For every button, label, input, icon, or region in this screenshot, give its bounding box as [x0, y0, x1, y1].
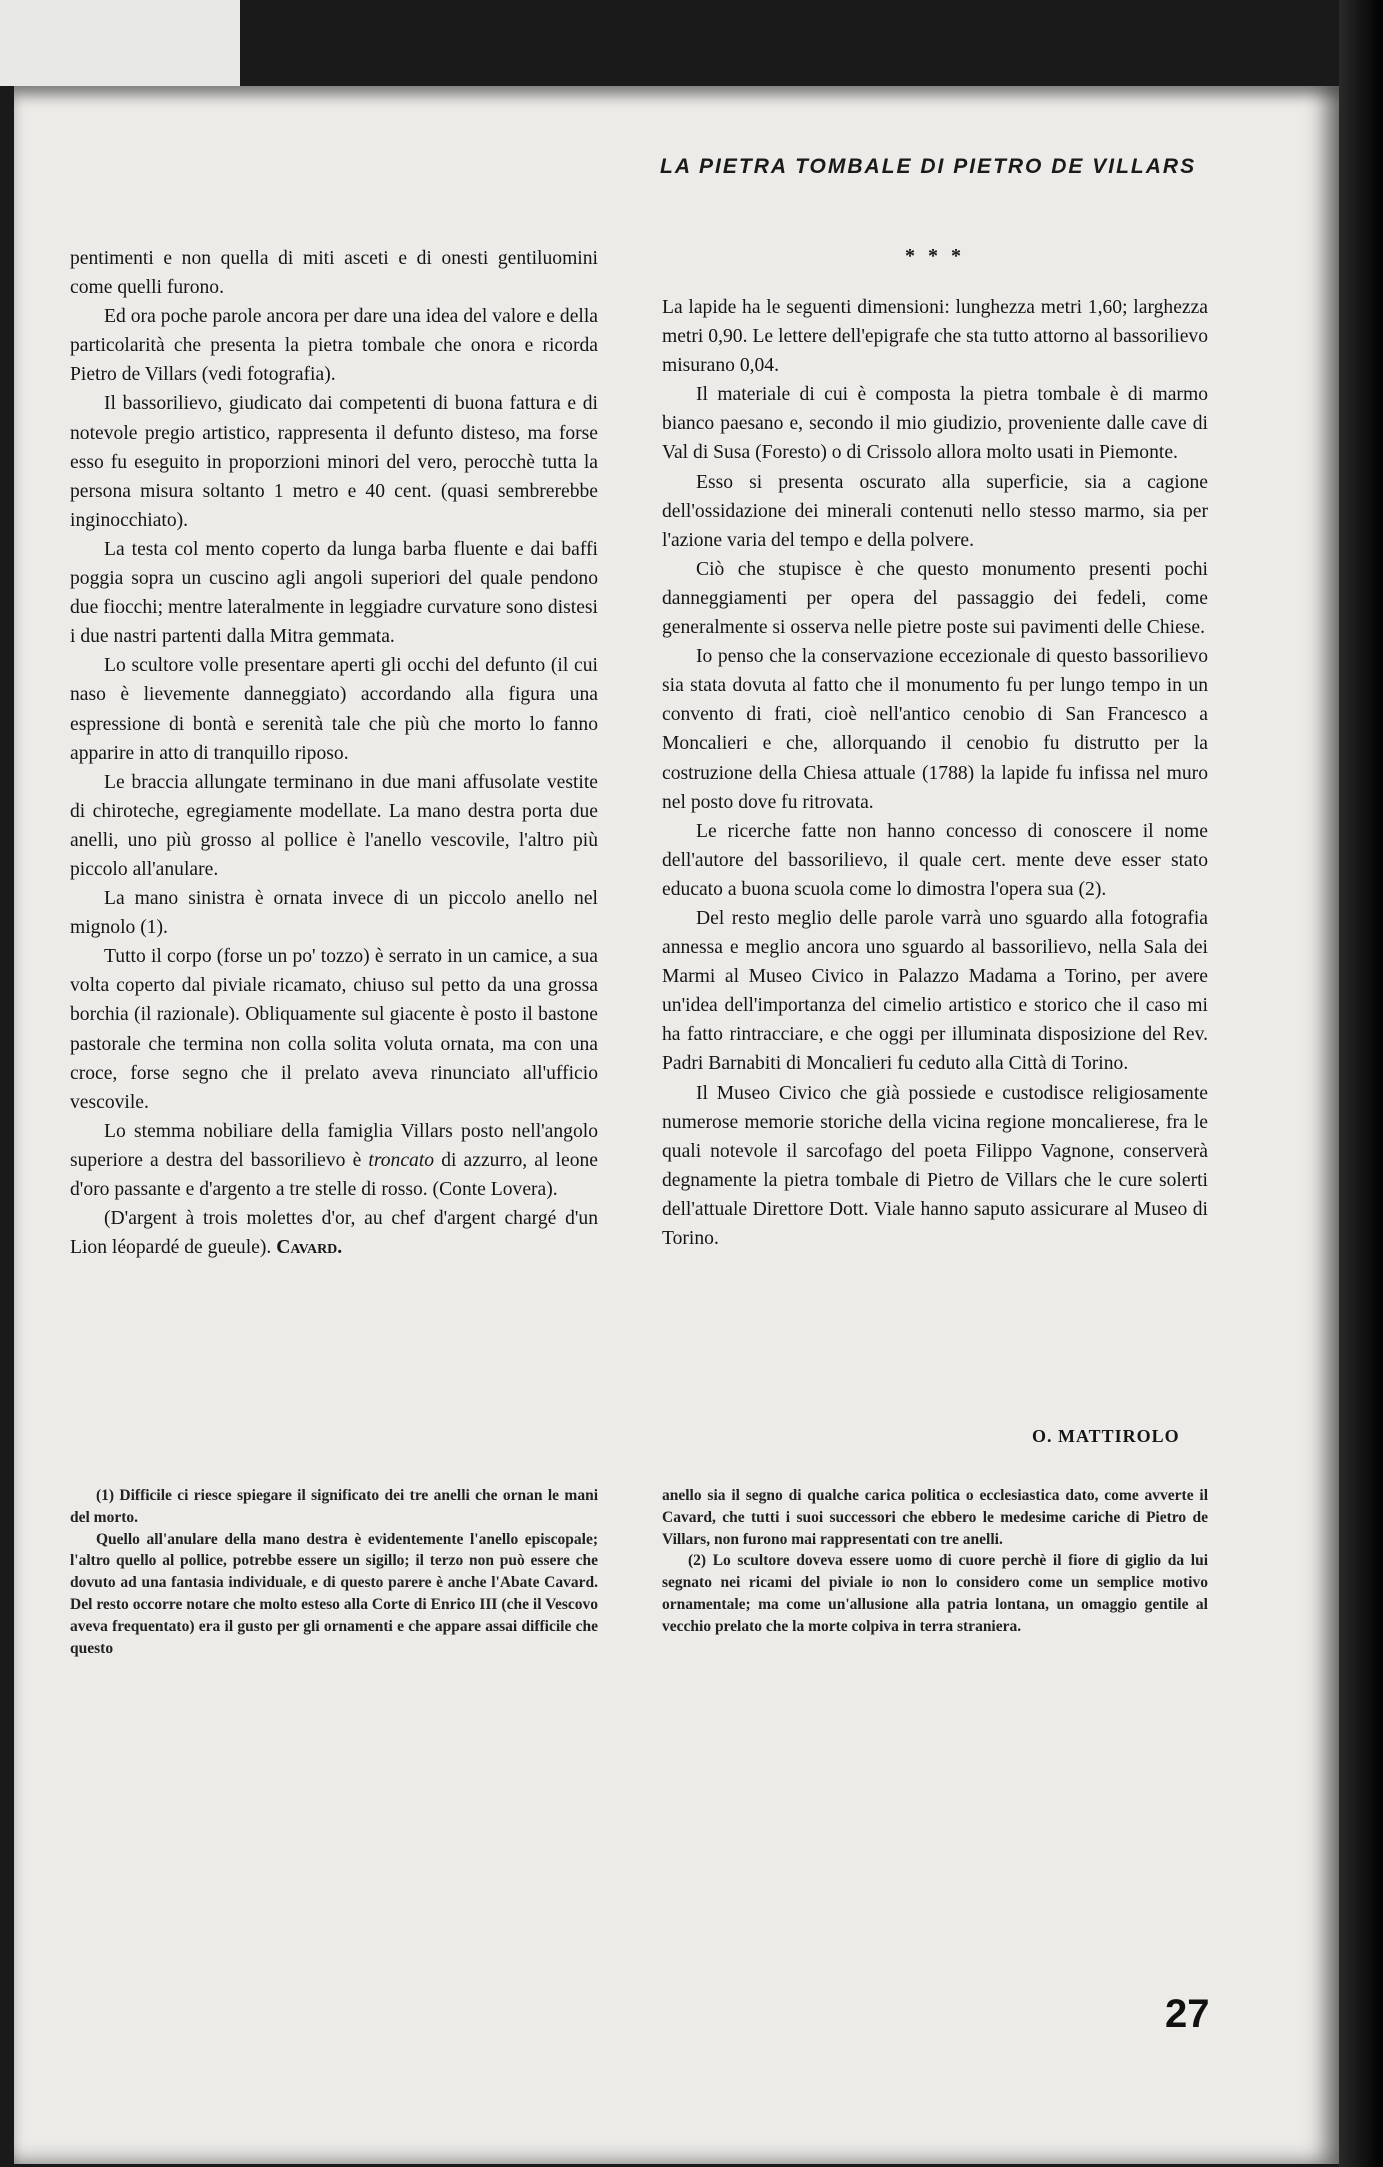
paragraph: [70, 1204, 598, 1262]
paragraph: Ed ora poche parole ancora per dare una idea del valore e della particolarità che presenta la pietra tombale che onora e ricorda Pietro de Villars (vedi fotografia).: [70, 306, 598, 386]
paragraph: Il bassorilievo, giudicato dai competenti di buona fattura e di notevole pregio artistico, rappresenta il defunto disteso, ma forse esso fu eseguito in proporzioni minori del vero, perocchè tutta la persona misura soltanto 1 metro e 40 cent. (quasi sembrerebbe inginocchiato).: [70, 393, 598, 531]
italic-term: troncato: [368, 1149, 435, 1171]
paragraph: [70, 1117, 598, 1204]
left-column: [70, 244, 598, 1262]
footnote: (2) Lo scultore doveva essere uomo di cuore perchè il fiore di giglio da lui segnato nei ricami del piviale io non lo considero come un semplice motivo ornamentale; ma come un'allusione alla patria lontana, un omaggio gentile al vecchio prelato che la morte colpiva in terra straniera.: [662, 1552, 1208, 1635]
paragraph: Ciò che stupisce è che questo monumento presenti pochi danneggiamenti per opera del passaggio dei fedeli, come generalmente si osserva nelle pietre poste sui pavimenti delle Chiese.: [662, 558, 1208, 639]
paragraph: Il Museo Civico che già possiede e custodisce religiosamente numerose memorie storiche della vicina regione moncalierese, fra le quali notevole il sarcofago del poeta Filippo Vagnone, conserverà degnamente la pietra tombale di Pietro de Villars che le cure solerti dell'attuale Direttore Dott. Viale hanno saputo assicurare al Museo di Torino.: [662, 1082, 1208, 1249]
text-run: (D'argent à trois molettes d'or, au chef d'argent chargé d'un Lion léopardé de gueule).: [70, 1208, 598, 1259]
author-signature: O. MATTIROLO: [1032, 1426, 1180, 1446]
running-title: LA PIETRA TOMBALE DI PIETRO DE VILLARS: [660, 155, 1197, 178]
paragraph: Lo scultore volle presentare aperti gli occhi del defunto (il cui naso è lievemente danneggiato) accordando alla figura una espressione di bontà e serenità tale che più che morto lo fanno apparire in atto di tranquillo riposo.: [70, 655, 598, 764]
section-asterism: * * *: [905, 245, 965, 267]
paragraph: Le ricerche fatte non hanno concesso di conoscere il nome dell'autore del bassorilievo, il quale cert. mente deve esser stato educato a buona scuola come lo dimostra l'opera sua (2).: [662, 820, 1208, 900]
paragraph: pentimenti e non quella di miti asceti e di onesti gentiluomini come quelli furono.: [70, 248, 598, 299]
text-run: Lo stemma nobiliare della famiglia Villars posto nell'angolo superiore a destra del bassorilievo è: [70, 1120, 598, 1171]
paragraph: Il materiale di cui è composta la pietra tombale è di marmo bianco paesano e, secondo il mio giudizio, proveniente dalle cave di Val di Susa (Foresto) o di Crissolo allora molto usati in Piemonte.: [662, 384, 1208, 464]
right-column: [662, 293, 1208, 1253]
paragraph: Tutto il corpo (forse un po' tozzo) è serrato in un camice, a sua volta coperto dal piviale ricamato, chiuso sul petto da una grossa borchia (il razionale). Obliquamente sul giacente è posto il bastone pastorale che termina non colla solita voluta ornata, ma con una croce, forse segno che il prelato aveva rinunciato all'ufficio vescovile.: [70, 946, 598, 1113]
footnotes-left: [70, 1485, 598, 1659]
paragraph: La mano sinistra è ornata invece di un piccolo anello nel mignolo (1).: [70, 888, 598, 939]
footnote: Quello all'anulare della mano destra è evidentemente l'anello episcopale; l'altro quello al pollice, potrebbe essere un sigillo; il terzo non può essere che dovuto ad una fantasia individuale, e di questo parere è anche l'Abate Cavard. Del resto occorre notare che molto esteso alla Corte di Enrico III (che il Vescovo aveva frequentato) era il gusto per gli ornamenti e che appare assai difficile che questo: [70, 1530, 598, 1657]
page-number: 27: [1165, 1992, 1210, 2036]
scan-right-edge: [1339, 0, 1383, 2167]
footnote: anello sia il segno di qualche carica politica o ecclesiastica dato, come avverte il Cavard, che tutti i suoi successori che ebbero le medesime cariche di Pietro de Villars, non furono mai rappresentati con tre anelli.: [662, 1487, 1208, 1548]
footnotes-right: [662, 1485, 1208, 1638]
author-citation: Cavard.: [276, 1237, 343, 1259]
paragraph: Le braccia allungate terminano in due mani affusolate vestite di chiroteche, egregiamente modellate. La mano destra porta due anelli, uno più grosso al pollice è l'anello vescovile, l'altro più piccolo all'anulare.: [70, 771, 598, 880]
text-run: di azzurro, al leone d'oro passante e d'argento a tre stelle di rosso. (Conte Lovera).: [70, 1149, 598, 1200]
paragraph: Del resto meglio delle parole varrà uno sguardo alla fotografia annessa e meglio ancora uno sguardo al bassorilievo, nella Sala dei Marmi al Museo Civico in Palazzo Madama a Torino, per avere un'idea dell'importanza del cimelio artistico e storico che il caso mi ha fatto rintracciare, e che oggi per illuminata disposizione del Rev. Padri Barnabiti di Moncalieri fu ceduto alla Città di Torino.: [662, 907, 1208, 1075]
paragraph: La testa col mento coperto da lunga barba fluente e dai baffi poggia sopra un cuscino agli angoli superiori del quale pendono due fiocchi; mentre lateralmente in leggiadre curvature sono distesi i due nastri partenti dalla Mitra gemmata.: [70, 538, 598, 648]
paragraph: Esso si presenta oscurato alla superficie, sia a cagione dell'ossidazione dei minerali contenuti nello stesso marmo, sia per l'azione varia del tempo e della polvere.: [662, 471, 1208, 551]
footnote: (1) Difficile ci riesce spiegare il significato dei tre anelli che ornan le mani del morto.: [70, 1487, 598, 1526]
scan-top-strip: [0, 0, 240, 86]
paragraph: La lapide ha le seguenti dimensioni: lunghezza metri 1,60; larghezza metri 0,90. Le lettere dell'epigrafe che sta tutto attorno al bassorilievo misurano 0,04.: [662, 297, 1208, 377]
paragraph: Io penso che la conservazione eccezionale di questo bassorilievo sia stata dovuta al fatto che il monumento fu per lungo tempo in un convento di frati, cioè nell'antico cenobio di San Francesco a Moncalieri e che, allorquando il cenobio fu distrutto per la costruzione della Chiesa attuale (1788) la lapide fu infissa nel muro nel posto dove fu ritrovata.: [662, 646, 1208, 813]
